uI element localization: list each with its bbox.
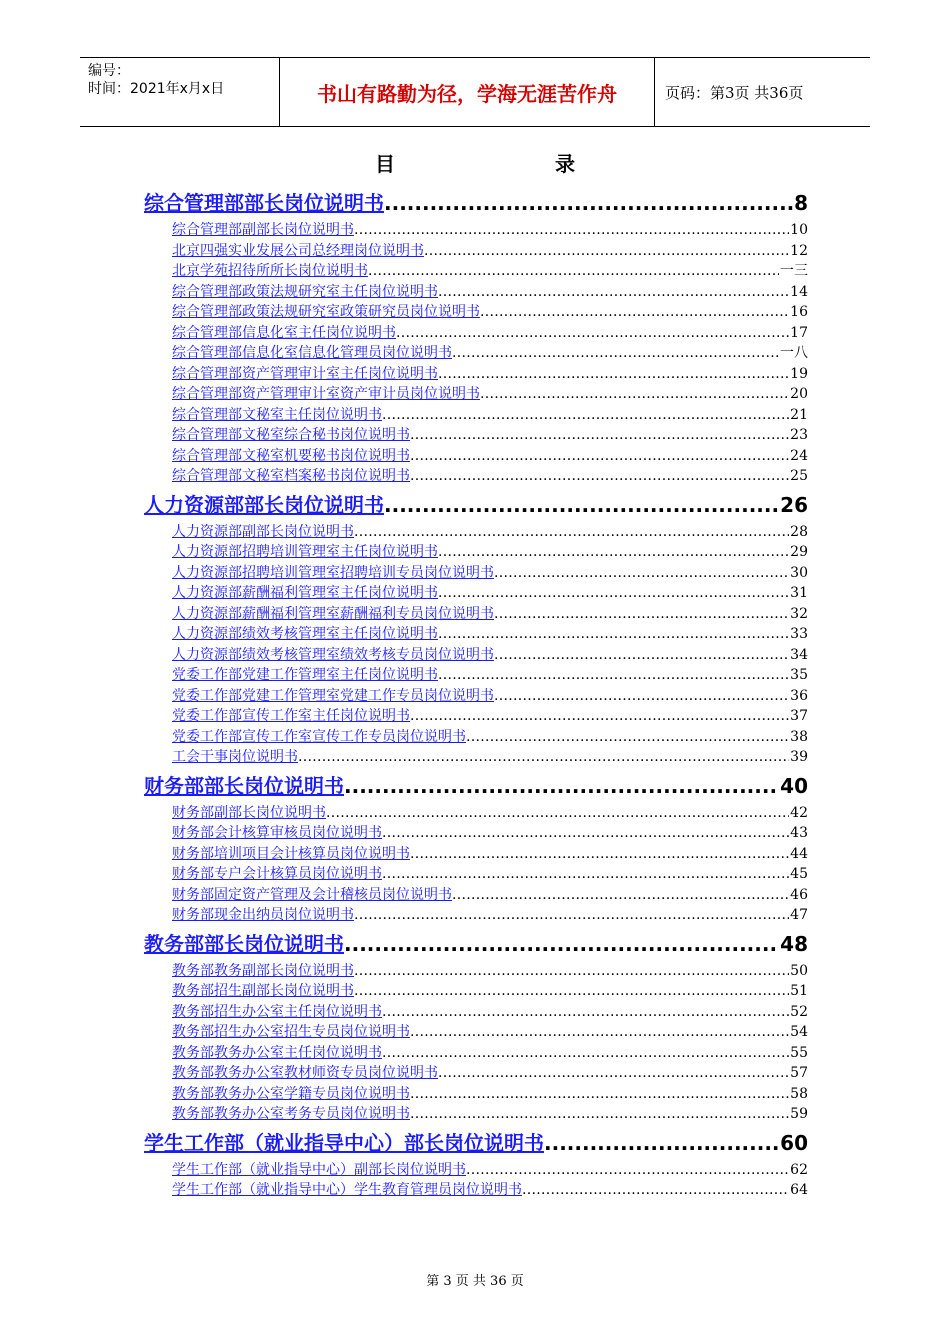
toc-item-link[interactable]: 财务部现金出纳员岗位说明书 (172, 907, 354, 923)
toc-leader-dots (354, 222, 789, 238)
toc-item-link[interactable]: 综合管理部副部长岗位说明书 (172, 222, 354, 238)
toc-leader-dots (480, 386, 789, 402)
toc-item-entry[interactable] (172, 644, 808, 665)
toc-leader-dots (522, 1182, 789, 1198)
toc-item-entry[interactable] (172, 260, 808, 281)
toc-item-entry[interactable] (172, 1001, 808, 1022)
toc-item-entry[interactable] (172, 746, 808, 767)
toc-item-entry[interactable] (172, 705, 808, 726)
toc-item-link[interactable]: 人力资源部招聘培训管理室招聘培训专员岗位说明书 (172, 564, 494, 581)
toc-item-entry[interactable] (172, 445, 808, 466)
toc-page-number: 一三 (780, 263, 808, 279)
toc-item-entry[interactable] (172, 1021, 808, 1042)
toc-item-entry[interactable] (172, 383, 808, 404)
toc-leader-dots (326, 805, 789, 821)
toc-item-link[interactable]: 人力资源部副部长岗位说明书 (172, 523, 354, 540)
toc-item-entry[interactable] (172, 582, 808, 603)
toc-item-link[interactable]: 党委工作部宣传工作室宣传工作专员岗位说明书 (172, 728, 466, 745)
toc-item-link[interactable]: 学生工作部（就业指导中心）副部长岗位说明书 (172, 1161, 466, 1178)
toc-item-entry[interactable] (172, 562, 808, 583)
toc-page-number: 42 (790, 804, 808, 821)
header-motto: 书山有路勤为径，学海无涯苦作舟 (280, 58, 655, 126)
toc-item-link[interactable]: 教务部教务办公室教材师资专员岗位说明书 (172, 1065, 438, 1081)
toc-title-right: 录 (555, 152, 575, 176)
toc-item-link[interactable]: 党委工作部宣传工作室主任岗位说明书 (172, 708, 410, 724)
toc-leader-dots (354, 524, 789, 540)
toc-item-entry[interactable] (172, 1083, 808, 1104)
toc-page-number: 37 (790, 708, 808, 724)
toc-leader-dots (466, 1162, 789, 1178)
toc-item-entry[interactable] (172, 541, 808, 562)
toc-page-number: 28 (790, 523, 808, 540)
toc-item-link[interactable]: 教务部招生办公室主任岗位说明书 (172, 1003, 382, 1020)
toc-item-link[interactable]: 党委工作部党建工作管理室主任岗位说明书 (172, 667, 438, 683)
toc-section-link[interactable]: 综合管理部部长岗位说明书 (144, 191, 384, 215)
toc-section-link[interactable]: 人力资源部部长岗位说明书 (144, 492, 384, 517)
toc-leader-dots (494, 565, 789, 581)
toc-page-number: 10 (790, 222, 808, 238)
toc-leader-dots (544, 1131, 779, 1155)
toc-page-number: 51 (790, 983, 808, 999)
toc-leader-dots (368, 263, 779, 279)
toc-item-link[interactable]: 综合管理部信息化室信息化管理员岗位说明书 (172, 345, 452, 361)
toc-item-link[interactable]: 综合管理部政策法规研究室主任岗位说明书 (172, 283, 438, 300)
document-number-label: 编号： (88, 63, 130, 79)
toc-leader-dots (438, 544, 789, 560)
toc-page-number: 31 (790, 585, 808, 601)
toc-leader-dots (438, 1065, 789, 1081)
toc-page-number: 57 (790, 1065, 808, 1081)
toc-item-link[interactable]: 教务部教务办公室考务专员岗位说明书 (172, 1106, 410, 1122)
toc-page-number: 12 (790, 242, 808, 259)
toc-leader-dots (354, 907, 789, 923)
toc-item-link[interactable]: 北京学苑招待所所长岗位说明书 (172, 263, 368, 279)
toc-item-entry[interactable] (172, 843, 808, 864)
toc-leader-dots (466, 729, 789, 745)
toc-item-link[interactable]: 工会干事岗位说明书 (172, 749, 298, 765)
header-page-info: 页码：第3页 共36页 (665, 83, 804, 102)
toc-leader-dots (384, 191, 793, 215)
toc-page-number: 64 (790, 1182, 808, 1198)
toc-item-link[interactable]: 北京四强实业发展公司总经理岗位说明书 (172, 242, 424, 259)
toc-item-link[interactable]: 财务部专户会计核算员岗位说明书 (172, 866, 382, 882)
toc-item-entry[interactable] (172, 726, 808, 747)
toc-page-number: 34 (790, 646, 808, 663)
document-date: 时间：2021年x月x日 (88, 81, 225, 97)
toc-page-number: 60 (780, 1130, 808, 1155)
toc-leader-dots (438, 626, 789, 642)
toc-item-entry[interactable] (172, 1042, 808, 1063)
toc-item-entry[interactable] (172, 904, 808, 925)
toc-item-link[interactable]: 教务部招生副部长岗位说明书 (172, 983, 354, 999)
toc-item-entry[interactable] (172, 363, 808, 384)
toc-item-entry[interactable] (172, 980, 808, 1001)
table-of-contents (144, 184, 808, 1200)
toc-item-link[interactable]: 财务部会计核算审核员岗位说明书 (172, 825, 382, 841)
toc-section-entry[interactable] (144, 1127, 808, 1153)
toc-page-number: 24 (790, 447, 808, 464)
toc-leader-dots (410, 846, 789, 862)
toc-item-link[interactable]: 人力资源部绩效考核管理室主任岗位说明书 (172, 626, 438, 642)
toc-leader-dots (480, 304, 789, 320)
toc-item-link[interactable]: 教务部教务副部长岗位说明书 (172, 962, 354, 979)
toc-item-link[interactable]: 财务部固定资产管理及会计稽核员岗位说明书 (172, 886, 452, 903)
toc-page-number: 23 (790, 427, 808, 443)
toc-leader-dots (410, 1106, 789, 1122)
toc-leader-dots (494, 606, 789, 622)
toc-page-number: 58 (790, 1085, 808, 1102)
toc-leader-dots (410, 1024, 789, 1040)
toc-page-number: 45 (790, 866, 808, 882)
toc-leader-dots (438, 667, 789, 683)
toc-item-link[interactable]: 综合管理部资产管理审计室主任岗位说明书 (172, 365, 438, 382)
toc-leader-dots (344, 932, 779, 956)
toc-item-entry[interactable] (172, 281, 808, 302)
toc-page-number: 21 (790, 406, 808, 423)
toc-item-entry[interactable] (172, 301, 808, 322)
toc-item-entry[interactable] (172, 342, 808, 363)
toc-section-entry[interactable] (144, 187, 808, 213)
toc-page-number: 54 (790, 1024, 808, 1040)
toc-page-number: 44 (790, 845, 808, 862)
toc-leader-dots (396, 325, 789, 341)
toc-item-link[interactable]: 综合管理部信息化室主任岗位说明书 (172, 324, 396, 341)
toc-section-entry[interactable] (144, 928, 808, 954)
toc-page-number: 17 (790, 324, 808, 341)
toc-page-number: 25 (790, 468, 808, 484)
toc-item-entry[interactable] (172, 1103, 808, 1124)
toc-item-entry[interactable] (172, 802, 808, 823)
toc-item-link[interactable]: 人力资源部薪酬福利管理室薪酬福利专员岗位说明书 (172, 605, 494, 622)
toc-page-number: 39 (790, 749, 808, 765)
toc-item-link[interactable]: 人力资源部绩效考核管理室绩效考核专员岗位说明书 (172, 646, 494, 663)
toc-item-entry[interactable] (172, 424, 808, 445)
header-meta (80, 58, 280, 126)
toc-leader-dots (452, 345, 779, 361)
toc-page-number: 16 (790, 304, 808, 320)
toc-item-entry[interactable] (172, 521, 808, 542)
toc-page-number: 52 (790, 1003, 808, 1020)
toc-item-link[interactable]: 教务部教务办公室主任岗位说明书 (172, 1044, 382, 1061)
toc-page-number: 38 (790, 728, 808, 745)
toc-title-left: 目 (375, 152, 395, 176)
toc-section-link[interactable]: 教务部部长岗位说明书 (144, 931, 344, 956)
toc-leader-dots (382, 407, 789, 423)
toc-leader-dots (382, 825, 789, 841)
toc-item-entry[interactable] (172, 1179, 808, 1200)
toc-item-entry[interactable] (172, 863, 808, 884)
toc-page-number: 8 (794, 191, 808, 215)
toc-section-link[interactable]: 学生工作部（就业指导中心）部长岗位说明书 (144, 1130, 544, 1155)
toc-leader-dots (494, 688, 789, 704)
toc-item-entry[interactable] (172, 1159, 808, 1180)
toc-page-number: 29 (790, 544, 808, 560)
toc-page-number: 30 (790, 564, 808, 581)
toc-page-number: 40 (780, 773, 808, 798)
toc-item-link[interactable]: 综合管理部文秘室机要秘书岗位说明书 (172, 447, 410, 464)
toc-page-number: 36 (790, 687, 808, 704)
toc-leader-dots (410, 708, 789, 724)
toc-leader-dots (438, 284, 789, 300)
toc-item-entry[interactable] (172, 960, 808, 981)
toc-item-link[interactable]: 综合管理部政策法规研究室政策研究员岗位说明书 (172, 304, 480, 320)
toc-leader-dots (382, 1045, 789, 1061)
toc-item-entry[interactable] (172, 322, 808, 343)
toc-page-number: 32 (790, 605, 808, 622)
toc-page-number: 55 (790, 1044, 808, 1061)
toc-page-number: 35 (790, 667, 808, 683)
toc-page-number: 20 (790, 386, 808, 402)
toc-leader-dots (410, 1086, 789, 1102)
toc-page-number: 50 (790, 962, 808, 979)
toc-item-link[interactable]: 人力资源部薪酬福利管理室主任岗位说明书 (172, 585, 438, 601)
toc-item-entry[interactable] (172, 465, 808, 486)
toc-item-entry[interactable] (172, 822, 808, 843)
toc-page-number: 19 (790, 365, 808, 382)
toc-page-number: 46 (790, 886, 808, 903)
toc-item-entry[interactable] (172, 664, 808, 685)
toc-leader-dots (354, 983, 789, 999)
toc-title (0, 148, 950, 177)
toc-item-link[interactable]: 综合管理部资产管理审计室资产审计员岗位说明书 (172, 386, 480, 402)
toc-item-link[interactable]: 党委工作部党建工作管理室党建工作专员岗位说明书 (172, 687, 494, 704)
toc-item-link[interactable]: 教务部招生办公室招生专员岗位说明书 (172, 1024, 410, 1040)
toc-page-number: 14 (790, 283, 808, 300)
toc-page-number: 48 (780, 931, 808, 956)
toc-leader-dots (298, 749, 789, 765)
toc-item-entry[interactable] (172, 623, 808, 644)
toc-item-entry[interactable] (172, 884, 808, 905)
toc-section-entry[interactable] (144, 489, 808, 515)
toc-leader-dots (384, 493, 779, 517)
page-footer: 第 3 页 共 36 页 (426, 1274, 524, 1289)
toc-section-link[interactable]: 财务部部长岗位说明书 (144, 773, 344, 798)
toc-leader-dots (382, 1004, 789, 1020)
toc-item-entry[interactable] (172, 240, 808, 261)
toc-leader-dots (410, 427, 789, 443)
toc-page-number: 59 (790, 1106, 808, 1122)
toc-item-entry[interactable] (172, 603, 808, 624)
toc-page-number: 47 (790, 907, 808, 923)
toc-item-link[interactable]: 教务部教务办公室学籍专员岗位说明书 (172, 1085, 410, 1102)
toc-leader-dots (410, 468, 789, 484)
toc-leader-dots (354, 963, 789, 979)
toc-leader-dots (424, 243, 789, 259)
toc-item-entry[interactable] (172, 219, 808, 240)
toc-leader-dots (344, 774, 779, 798)
toc-leader-dots (410, 448, 789, 464)
toc-item-entry[interactable] (172, 1062, 808, 1083)
toc-item-link[interactable]: 综合管理部文秘室综合秘书岗位说明书 (172, 427, 410, 443)
toc-item-entry[interactable] (172, 404, 808, 425)
toc-item-link[interactable]: 学生工作部（就业指导中心）学生教育管理员岗位说明书 (172, 1182, 522, 1198)
toc-leader-dots (438, 585, 789, 601)
toc-leader-dots (382, 866, 789, 882)
toc-leader-dots (494, 647, 789, 663)
toc-page-number: 62 (790, 1161, 808, 1178)
toc-section-entry[interactable] (144, 770, 808, 796)
toc-page-number: 33 (790, 626, 808, 642)
toc-page-number: 一八 (780, 345, 808, 361)
toc-leader-dots (452, 887, 789, 903)
toc-page-number: 26 (780, 492, 808, 517)
toc-item-entry[interactable] (172, 685, 808, 706)
toc-item-link[interactable]: 人力资源部招聘培训管理室主任岗位说明书 (172, 544, 438, 560)
toc-item-link[interactable]: 综合管理部文秘室档案秘书岗位说明书 (172, 468, 410, 484)
toc-item-link[interactable]: 财务部副部长岗位说明书 (172, 804, 326, 821)
toc-page-number: 43 (790, 825, 808, 841)
toc-item-link[interactable]: 财务部培训项目会计核算员岗位说明书 (172, 845, 410, 862)
toc-leader-dots (438, 366, 789, 382)
page-header (80, 57, 870, 127)
toc-item-link[interactable]: 综合管理部文秘室主任岗位说明书 (172, 406, 382, 423)
